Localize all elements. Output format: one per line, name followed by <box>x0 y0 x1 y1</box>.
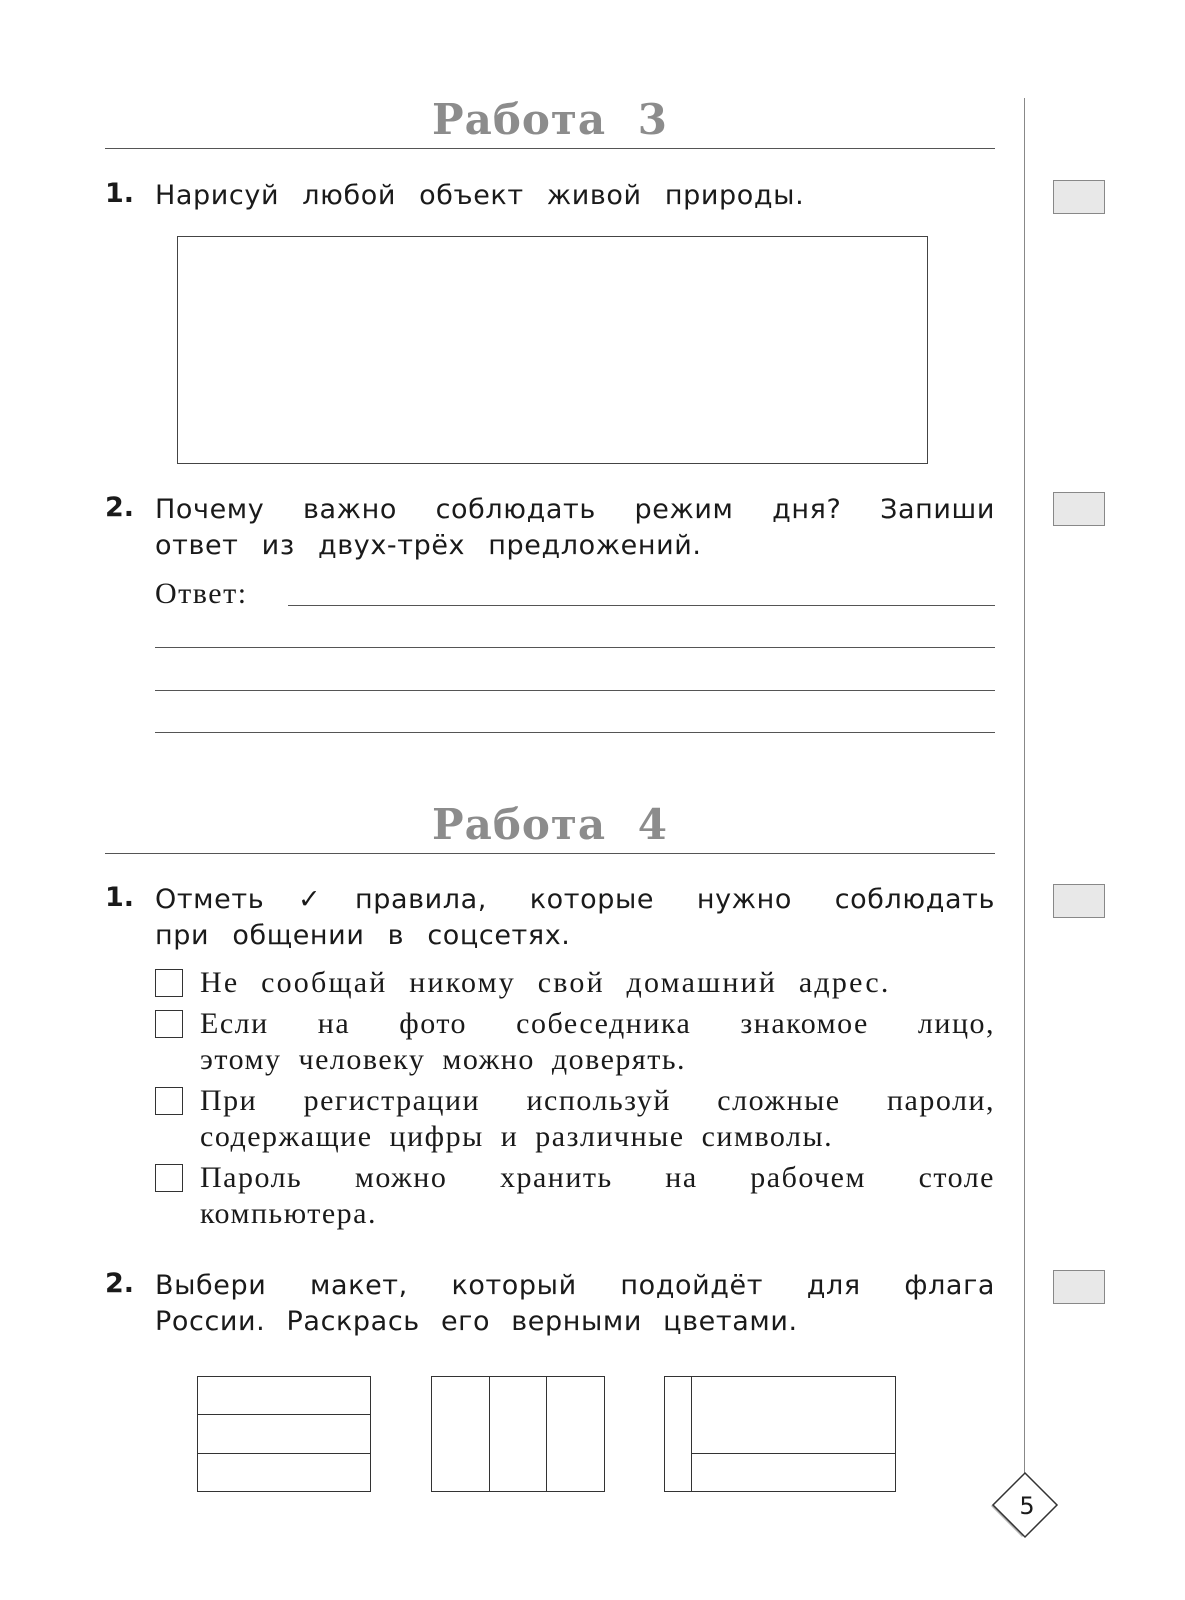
flag2-divider-2 <box>546 1377 547 1491</box>
checkmark-icon: ✓ <box>297 884 322 915</box>
work3-q2-score-box[interactable] <box>1053 492 1105 526</box>
option-1-checkbox[interactable] <box>155 969 183 997</box>
answer-label: Ответ: <box>155 577 248 610</box>
drawing-area[interactable] <box>177 236 928 464</box>
work3-q2-number: 2. <box>105 492 135 523</box>
work4-q2-score-box[interactable] <box>1053 1270 1105 1304</box>
option-3-line2: содержащие цифры и различные символы. <box>200 1120 834 1153</box>
work4-q1-score-box[interactable] <box>1053 884 1105 918</box>
answer-line-1[interactable] <box>288 605 995 606</box>
work3-q1-score-box[interactable] <box>1053 180 1105 214</box>
answer-line-3[interactable] <box>155 690 995 691</box>
flag3-vertical-divider <box>691 1377 692 1491</box>
option-1-line1: Не сообщай никому свой домашний адрес. <box>200 966 891 999</box>
work4-q1-number: 1. <box>105 882 135 913</box>
flag-template-mixed[interactable] <box>664 1376 896 1492</box>
work4-q2-number: 2. <box>105 1268 135 1299</box>
page-number: 5 <box>1019 1492 1035 1520</box>
work3-q1-number: 1. <box>105 178 135 209</box>
flag2-divider-1 <box>489 1377 490 1491</box>
work3-q1-text: Нарисуй любой объект живой природы. <box>155 180 805 211</box>
work3-title-rule <box>105 148 995 149</box>
option-2-checkbox[interactable] <box>155 1010 183 1038</box>
work4-q1-line1-b: правила, которые нужно соблюдать <box>355 884 995 915</box>
work4-q2-line1: Выбери макет, который подойдёт для флага <box>155 1270 995 1301</box>
flag1-divider-1 <box>198 1414 370 1415</box>
work3-q2-line1: Почему важно соблюдать режим дня? Запиши <box>155 494 995 525</box>
flag-template-horizontal[interactable] <box>197 1376 371 1492</box>
flag-template-vertical[interactable] <box>431 1376 605 1492</box>
work4-title: Работа 4 <box>432 800 668 849</box>
work4-q2-line2: России. Раскрась его верными цветами. <box>155 1306 798 1337</box>
work3-q2-line2: ответ из двух-трёх предложений. <box>155 530 702 561</box>
work3-title: Работа 3 <box>432 95 668 144</box>
page-number-badge <box>988 1470 1060 1542</box>
margin-line <box>1024 98 1025 1508</box>
option-3-line1: При регистрации используй сложные пароли, <box>200 1084 995 1117</box>
work4-q1-line1-a: Отметь <box>155 884 265 915</box>
option-4-line2: компьютера. <box>200 1197 377 1230</box>
option-4-checkbox[interactable] <box>155 1164 183 1192</box>
work4-title-rule <box>105 853 995 854</box>
flag3-horizontal-divider <box>691 1453 895 1454</box>
work4-q1-line2: при общении в соцсетях. <box>155 920 571 951</box>
option-4-line1: Пароль можно хранить на рабочем столе <box>200 1161 995 1194</box>
answer-line-4[interactable] <box>155 732 995 733</box>
answer-line-2[interactable] <box>155 647 995 648</box>
work4-q1-line1 <box>155 882 995 918</box>
option-2-line2: этому человеку можно доверять. <box>200 1043 687 1076</box>
option-3-checkbox[interactable] <box>155 1087 183 1115</box>
flag1-divider-2 <box>198 1453 370 1454</box>
option-2-line1: Если на фото собеседника знакомое лицо, <box>200 1007 995 1040</box>
